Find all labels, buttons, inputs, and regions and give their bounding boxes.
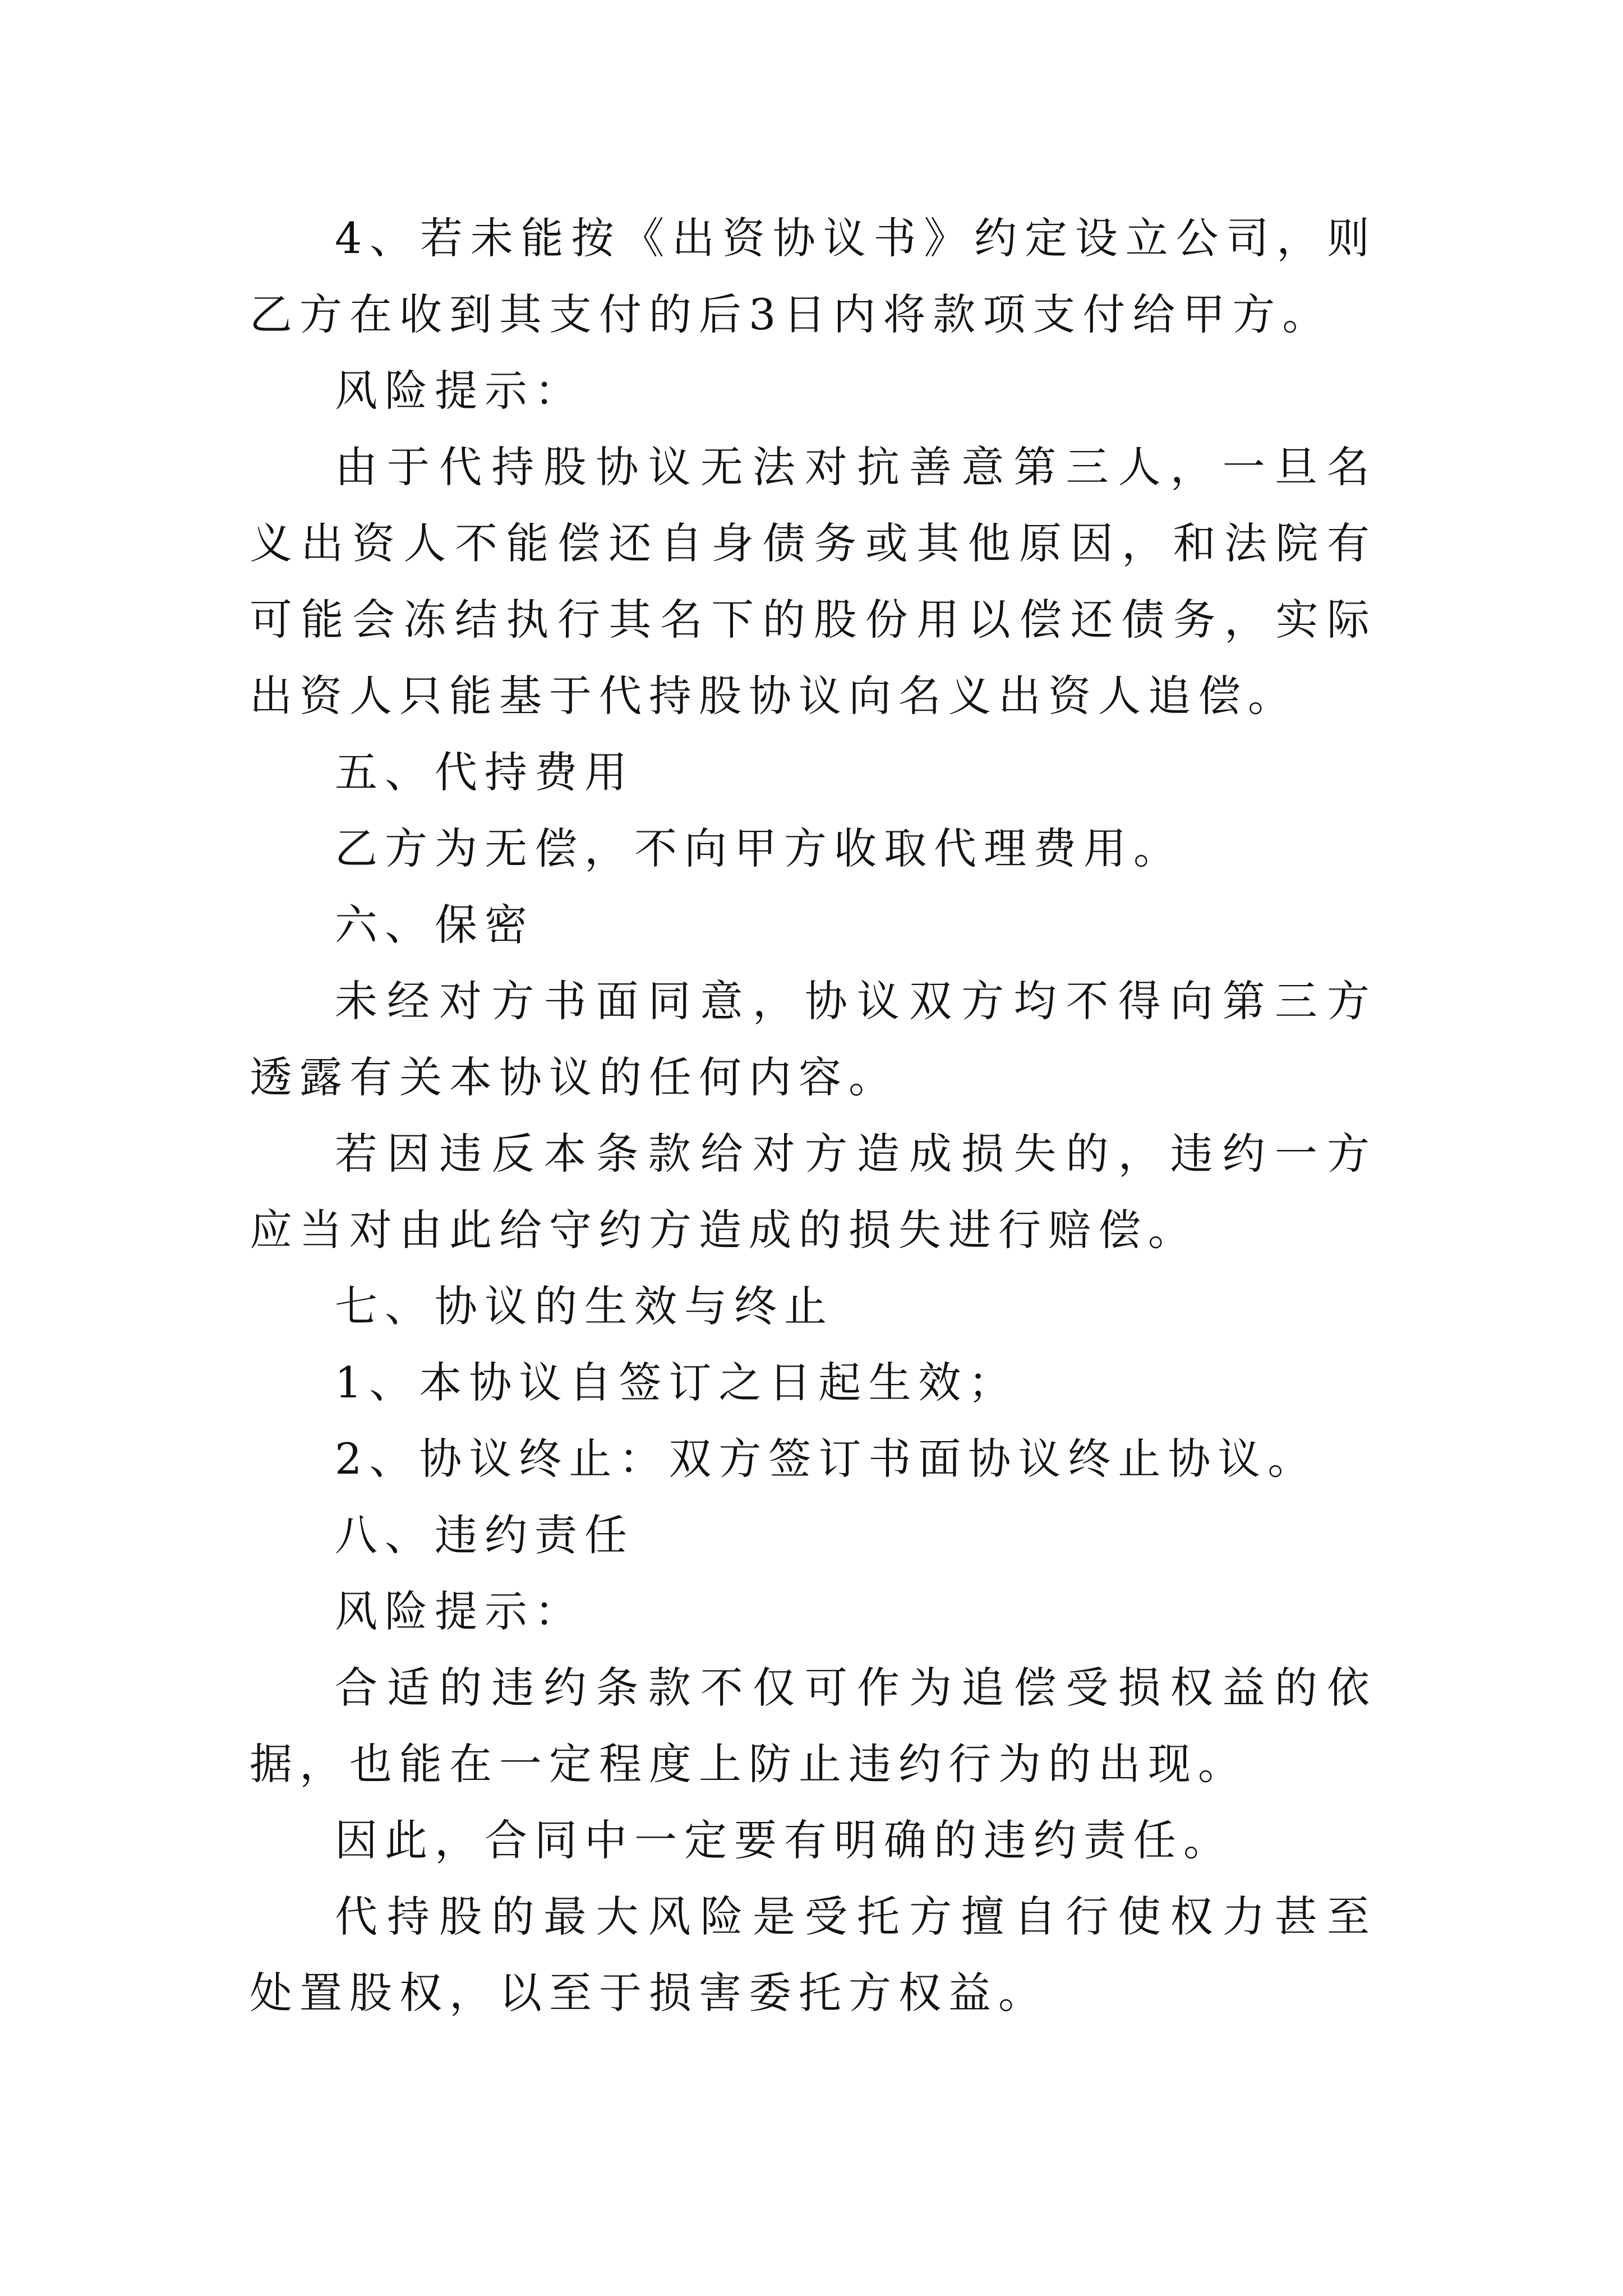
section-heading-confidentiality: 六、保密 bbox=[335, 900, 534, 950]
paragraph-risk-tip-third-party: 由于代持股协议无法对抗善意第三人，一旦名义出资人不能偿还自身债务或其他原因，和法院有可能会冻结执行其名下的股份用以偿还债务，实际出资人只能基于代持股协议向名义出资人追偿。 bbox=[250, 442, 1377, 721]
paragraph-termination: 2、协议终止：双方签订书面协议终止协议。 bbox=[335, 1434, 1318, 1484]
document-body bbox=[250, 200, 1377, 2031]
section-heading-effect-termination: 七、协议的生效与终止 bbox=[335, 1281, 834, 1331]
paragraph-confidentiality-2: 若因违反本条款给对方造成损失的，违约一方应当对由此给守约方造成的损失进行赔偿。 bbox=[250, 1129, 1377, 1255]
paragraph-fees: 乙方为无偿，不向甲方收取代理费用。 bbox=[335, 823, 1183, 873]
section-heading-breach: 八、违约责任 bbox=[335, 1510, 634, 1560]
section-heading-fees: 五、代持费用 bbox=[335, 747, 634, 797]
paragraph-confidentiality-1: 未经对方书面同意，协议双方均不得向第三方透露有关本协议的任何内容。 bbox=[250, 976, 1377, 1102]
paragraph-effective: 1、本协议自签订之日起生效； bbox=[335, 1358, 1018, 1407]
paragraph-clause-4-refund: 4、若未能按《出资协议书》约定设立公司，则乙方在收到其支付的后3日内将款项支付给甲方。 bbox=[250, 213, 1377, 339]
paragraph-breach-requirement: 因此，合同中一定要有明确的违约责任。 bbox=[335, 1815, 1233, 1865]
paragraph-risk-tip-heading: 风险提示： bbox=[335, 366, 584, 416]
paragraph-breach-clause-purpose: 合适的违约条款不仅可作为追偿受损权益的依据，也能在一定程度上防止违约行为的出现。 bbox=[250, 1663, 1377, 1789]
paragraph-biggest-risk: 代持股的最大风险是受托方擅自行使权力甚至处置股权，以至于损害委托方权益。 bbox=[250, 1892, 1377, 2018]
paragraph-risk-tip-heading-2: 风险提示： bbox=[335, 1586, 584, 1636]
